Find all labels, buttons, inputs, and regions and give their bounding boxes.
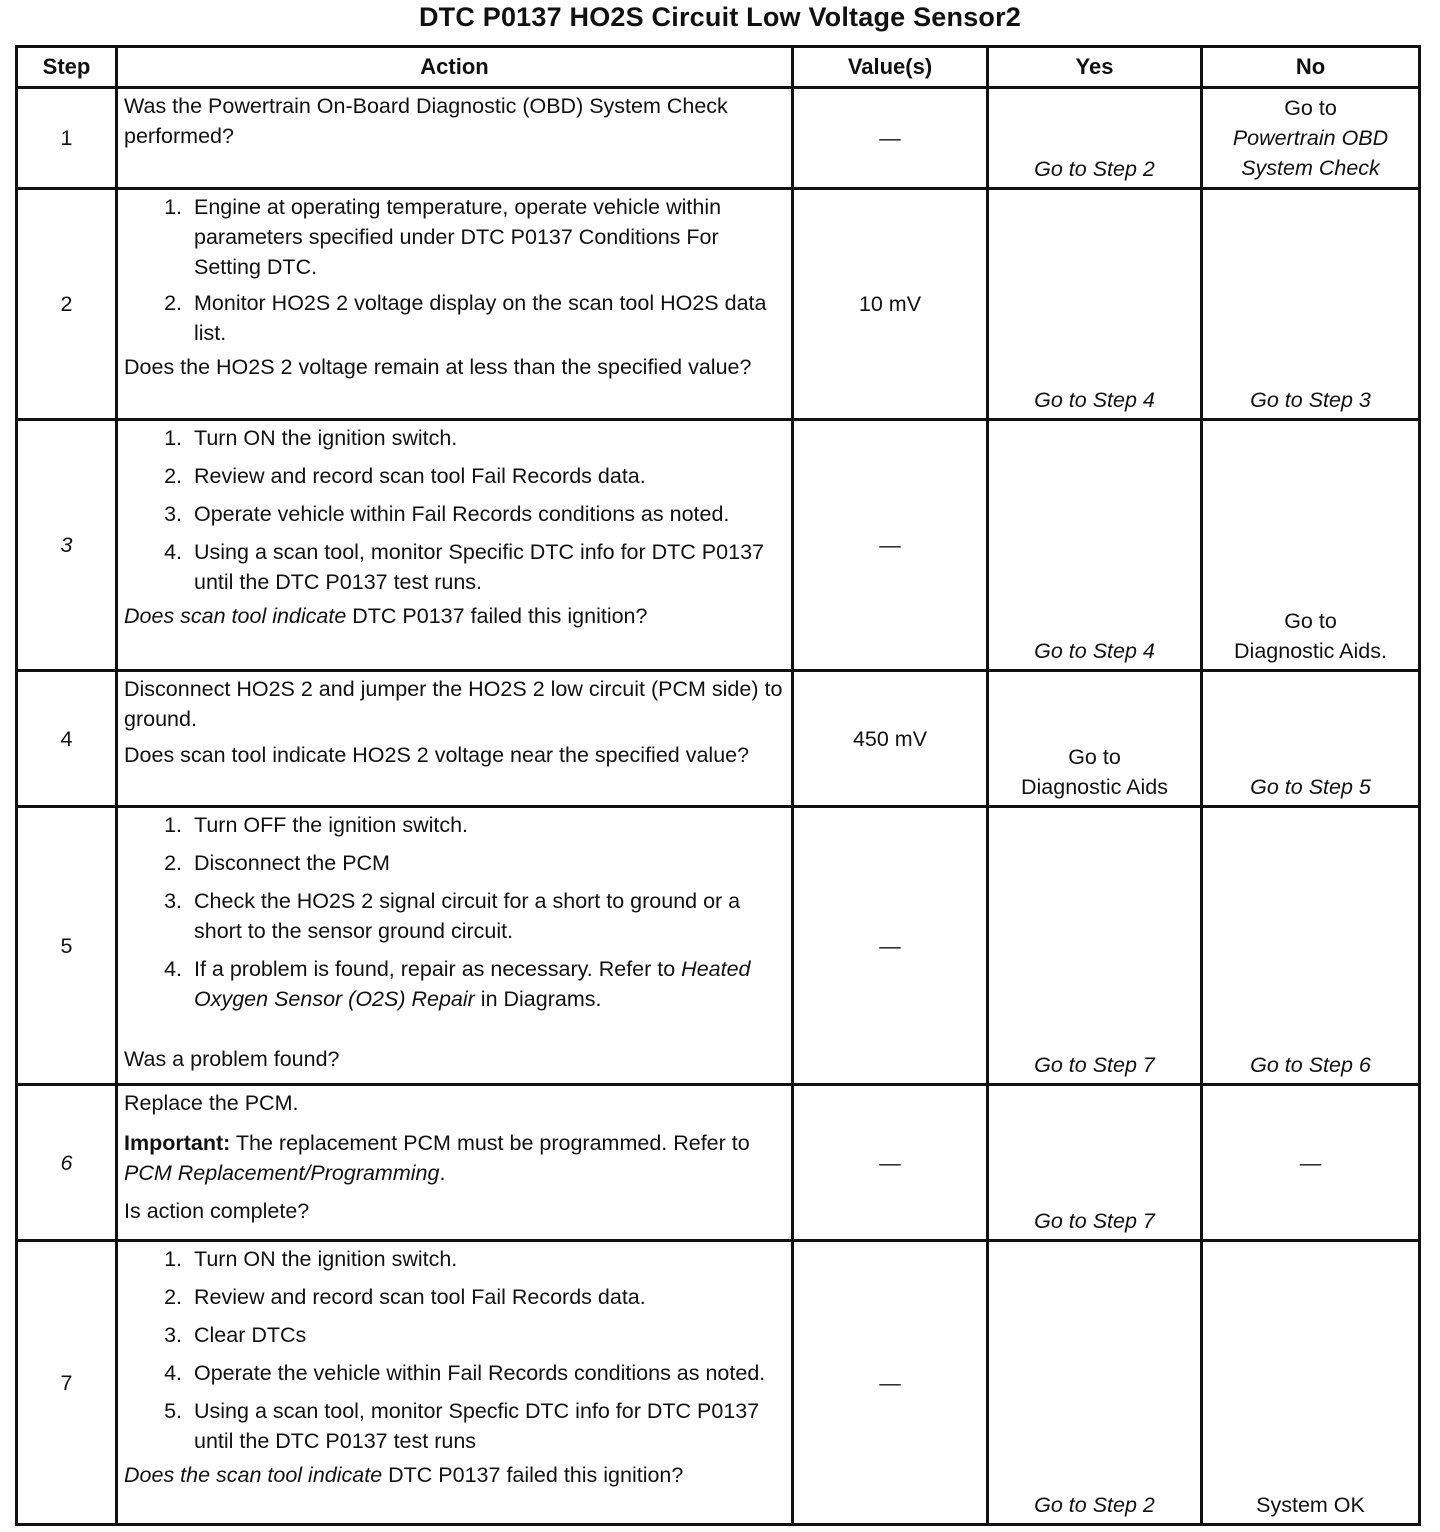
- action-question: Does the scan tool indicate DTC P0137 failed this ignition?: [124, 1463, 684, 1487]
- diagnostic-table: [15, 45, 1421, 1526]
- list-item: 5. Using a scan tool, monitor Specfic DTC info for DTC P0137 until the DTC P0137 test runs: [164, 1399, 760, 1453]
- list-item: 2. Review and record scan tool Fail Records data.: [164, 464, 646, 488]
- value-cell: —: [793, 1241, 988, 1525]
- action-question: Does scan tool indicate DTC P0137 failed this ignition?: [124, 604, 648, 628]
- list-item: 3. Clear DTCs: [164, 1323, 307, 1347]
- action-question: Does the HO2S 2 voltage remain at less than the specified value?: [124, 355, 752, 379]
- action-list: [124, 1244, 785, 1456]
- no-reference: Powertrain OBD System Check: [1232, 126, 1389, 180]
- no-cell: Go to Step 5: [1202, 671, 1420, 807]
- header-no: No: [1202, 47, 1420, 88]
- no-line: Go to: [1284, 609, 1337, 633]
- table-row: [17, 1085, 1420, 1241]
- list-item: 1. Turn ON the ignition switch.: [164, 1247, 458, 1271]
- action-cell: [117, 1241, 793, 1525]
- step-number: 3: [17, 420, 117, 671]
- header-action: Action: [117, 47, 793, 88]
- action-list: [124, 192, 785, 348]
- important-note: Important: The replacement PCM must be programmed. Refer to PCM Replacement/Programming.: [124, 1131, 750, 1185]
- list-item: 2. Monitor HO2S 2 voltage display on the scan tool HO2S data list.: [164, 291, 767, 345]
- page-title: DTC P0137 HO2S Circuit Low Voltage Sensor2: [418, 2, 1022, 32]
- no-cell: [1202, 420, 1420, 671]
- value-cell: 450 mV: [793, 671, 988, 807]
- action-question: Is action complete?: [124, 1199, 310, 1223]
- value-cell: —: [793, 1085, 988, 1241]
- action-list: [124, 423, 785, 597]
- no-cell: Go to Step 6: [1202, 807, 1420, 1085]
- list-item: 4. If a problem is found, repair as necessary. Refer to Heated Oxygen Sensor (O2S) Repair in Diagrams.: [164, 957, 751, 1011]
- no-line: Go to: [1284, 96, 1337, 120]
- value-cell: —: [793, 88, 988, 189]
- action-cell: [117, 671, 793, 807]
- yes-cell: Go to Step 2: [988, 88, 1202, 189]
- action-text: Replace the PCM.: [124, 1091, 299, 1115]
- step-number: 1: [17, 88, 117, 189]
- action-cell: [117, 88, 793, 189]
- table-row: [17, 88, 1420, 189]
- step-number: 7: [17, 1241, 117, 1525]
- no-cell: System OK: [1202, 1241, 1420, 1525]
- yes-cell: [988, 671, 1202, 807]
- table-row: [17, 807, 1420, 1085]
- action-text: Was the Powertrain On-Board Diagnostic (OBD) System Check performed?: [124, 94, 728, 148]
- list-item: 1. Turn OFF the ignition switch.: [164, 813, 469, 837]
- yes-cell: Go to Step 7: [988, 807, 1202, 1085]
- list-item: 2. Disconnect the PCM: [164, 851, 390, 875]
- yes-line: Go to: [1068, 745, 1121, 769]
- action-list: [124, 810, 785, 1014]
- no-cell: [1202, 88, 1420, 189]
- header-yes: Yes: [988, 47, 1202, 88]
- list-item: 1. Turn ON the ignition switch.: [164, 426, 458, 450]
- action-question: Was a problem found?: [124, 1047, 340, 1071]
- no-cell: Go to Step 3: [1202, 189, 1420, 420]
- list-item: 4. Using a scan tool, monitor Specific DTC info for DTC P0137 until the DTC P0137 test runs.: [164, 540, 764, 594]
- value-cell: —: [793, 420, 988, 671]
- action-cell: [117, 189, 793, 420]
- table-row: [17, 1241, 1420, 1525]
- table-row: [17, 671, 1420, 807]
- no-reference: Diagnostic Aids.: [1234, 639, 1387, 663]
- header-step: Step: [17, 47, 117, 88]
- yes-cell: Go to Step 4: [988, 420, 1202, 671]
- yes-cell: Go to Step 7: [988, 1085, 1202, 1241]
- step-number: 2: [17, 189, 117, 420]
- table-row: [17, 189, 1420, 420]
- list-item: 3. Check the HO2S 2 signal circuit for a short to ground or a short to the sensor ground circuit.: [164, 889, 741, 943]
- header-row: [17, 47, 1420, 88]
- step-number: 4: [17, 671, 117, 807]
- yes-cell: Go to Step 2: [988, 1241, 1202, 1525]
- list-item: 1. Engine at operating temperature, operate vehicle within parameters specified under DTC P0137 Conditions For Setting DTC.: [164, 195, 722, 279]
- yes-reference: Diagnostic Aids: [1021, 775, 1168, 799]
- no-cell: —: [1202, 1085, 1420, 1241]
- step-number: 5: [17, 807, 117, 1085]
- action-cell: [117, 1085, 793, 1241]
- list-item: 2. Review and record scan tool Fail Records data.: [164, 1285, 646, 1309]
- step-number: 6: [17, 1085, 117, 1241]
- action-text: Disconnect HO2S 2 and jumper the HO2S 2 low circuit (PCM side) to ground.: [124, 677, 783, 731]
- list-item: 3. Operate vehicle within Fail Records conditions as noted.: [164, 502, 730, 526]
- header-values: Value(s): [793, 47, 988, 88]
- value-cell: —: [793, 807, 988, 1085]
- action-question: Does scan tool indicate HO2S 2 voltage near the specified value?: [124, 743, 750, 767]
- list-item: 4. Operate the vehicle within Fail Records conditions as noted.: [164, 1361, 766, 1385]
- value-cell: 10 mV: [793, 189, 988, 420]
- action-cell: [117, 420, 793, 671]
- yes-cell: Go to Step 4: [988, 189, 1202, 420]
- table-row: [17, 420, 1420, 671]
- action-cell: [117, 807, 793, 1085]
